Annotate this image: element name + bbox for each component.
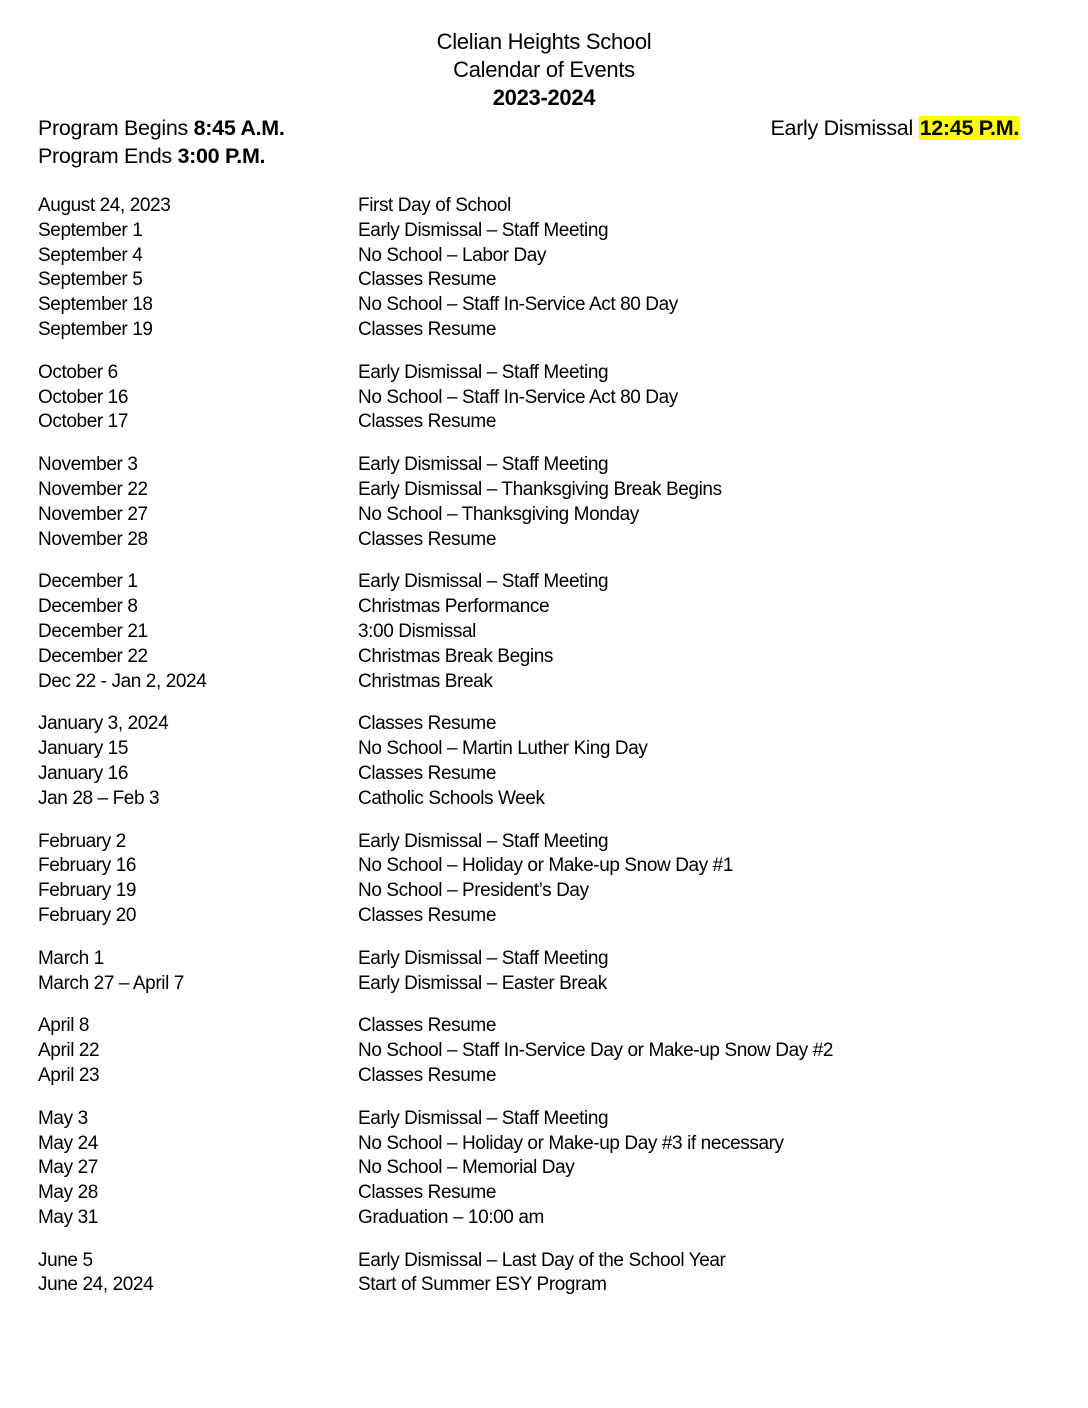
- event-date: Dec 22 - Jan 2, 2024: [38, 670, 207, 692]
- program-ends: [38, 142, 265, 170]
- events-list: [38, 194, 1038, 1316]
- event-row: [38, 219, 1038, 244]
- event-row: [38, 386, 1038, 411]
- month-group: [38, 570, 1038, 694]
- event-description: No School – Memorial Day: [358, 1157, 575, 1179]
- event-row: [38, 972, 1038, 997]
- event-description: Classes Resume: [358, 411, 497, 433]
- event-date: April 22: [38, 1040, 100, 1062]
- event-row: [38, 854, 1038, 879]
- event-date: April 8: [38, 1015, 90, 1037]
- event-row: [38, 645, 1038, 670]
- event-description: Early Dismissal – Staff Meeting: [358, 947, 609, 969]
- event-date: February 19: [38, 880, 137, 902]
- event-row: [38, 268, 1038, 293]
- event-description: Early Dismissal – Staff Meeting: [358, 454, 609, 476]
- event-row: [38, 410, 1038, 435]
- program-begins: [38, 114, 285, 142]
- event-date: November 28: [38, 528, 148, 550]
- event-date: Jan 28 – Feb 3: [38, 787, 160, 809]
- document-title: Calendar of Events: [453, 57, 635, 82]
- event-description: Early Dismissal – Last Day of the School Year: [358, 1249, 726, 1271]
- event-description: No School – Holiday or Make-up Day #3 if necessary: [358, 1132, 784, 1154]
- event-date: September 19: [38, 318, 153, 340]
- event-row: [38, 1014, 1038, 1039]
- event-description: Classes Resume: [358, 904, 497, 926]
- event-date: February 2: [38, 830, 126, 852]
- event-date: December 21: [38, 620, 148, 642]
- school-year: 2023-2024: [492, 85, 596, 110]
- event-description: No School – Labor Day: [358, 244, 547, 266]
- event-description: Start of Summer ESY Program: [358, 1274, 607, 1296]
- event-description: Classes Resume: [358, 713, 497, 735]
- event-date: October 16: [38, 386, 128, 408]
- event-description: Early Dismissal – Easter Break: [358, 972, 607, 994]
- event-date: June 24, 2024: [38, 1274, 154, 1296]
- event-description: Early Dismissal – Staff Meeting: [358, 571, 609, 593]
- program-begins-time: 8:45 A.M.: [193, 116, 285, 140]
- event-row: [38, 478, 1038, 503]
- event-description: No School – Holiday or Make-up Snow Day #1: [358, 855, 734, 877]
- event-description: Christmas Performance: [358, 596, 550, 618]
- event-description: Classes Resume: [358, 269, 497, 291]
- event-date: May 3: [38, 1107, 88, 1129]
- event-date: April 23: [38, 1064, 100, 1086]
- event-row: [38, 620, 1038, 645]
- event-row: [38, 879, 1038, 904]
- event-row: [38, 830, 1038, 855]
- event-row: [38, 712, 1038, 737]
- event-date: May 31: [38, 1206, 98, 1228]
- event-row: [38, 1039, 1038, 1064]
- event-description: Early Dismissal – Staff Meeting: [358, 830, 609, 852]
- event-date: September 1: [38, 219, 143, 241]
- event-row: [38, 947, 1038, 972]
- event-description: First Day of School: [358, 195, 511, 216]
- event-description: Early Dismissal – Staff Meeting: [358, 219, 609, 241]
- event-date: October 6: [38, 361, 118, 383]
- month-group: [38, 361, 1038, 435]
- event-row: [38, 1156, 1038, 1181]
- program-ends-label: Program Ends: [38, 144, 178, 168]
- early-dismissal-time: 12:45 P.M.: [919, 116, 1019, 140]
- event-row: [38, 595, 1038, 620]
- event-date: January 3, 2024: [38, 713, 169, 735]
- event-date: September 4: [38, 244, 143, 266]
- school-name: Clelian Heights School: [436, 29, 652, 54]
- event-row: [38, 244, 1038, 269]
- event-description: No School – Staff In-Service Act 80 Day: [358, 294, 678, 316]
- event-date: November 3: [38, 454, 138, 476]
- event-description: Classes Resume: [358, 528, 497, 550]
- event-row: [38, 1107, 1038, 1132]
- event-row: [38, 1273, 1038, 1298]
- event-date: September 5: [38, 269, 143, 291]
- event-row: [38, 570, 1038, 595]
- program-ends-time: 3:00 P.M.: [177, 144, 266, 168]
- early-dismissal-label: Early Dismissal: [770, 116, 919, 140]
- event-date: February 16: [38, 855, 137, 877]
- event-row: [38, 503, 1038, 528]
- event-description: Catholic Schools Week: [358, 787, 545, 809]
- event-date: November 27: [38, 503, 148, 525]
- event-date: August 24, 2023: [38, 195, 171, 216]
- event-date: June 5: [38, 1249, 93, 1271]
- event-date: January 16: [38, 762, 129, 784]
- month-group: [38, 712, 1038, 811]
- event-date: December 22: [38, 645, 148, 667]
- event-description: Graduation – 10:00 am: [358, 1206, 544, 1228]
- event-row: [38, 737, 1038, 762]
- event-row: [38, 361, 1038, 386]
- event-row: [38, 1206, 1038, 1231]
- event-description: Christmas Break: [358, 670, 493, 692]
- event-row: [38, 904, 1038, 929]
- event-description: No School – Staff In-Service Act 80 Day: [358, 386, 678, 408]
- event-date: January 15: [38, 738, 129, 760]
- event-date: October 17: [38, 411, 128, 433]
- month-group: [38, 947, 1038, 997]
- event-description: No School – Staff In-Service Day or Make-up Snow Day #2: [358, 1040, 834, 1062]
- event-date: September 18: [38, 294, 153, 316]
- event-date: February 20: [38, 904, 137, 926]
- event-description: Early Dismissal – Staff Meeting: [358, 361, 609, 383]
- event-row: [38, 453, 1038, 478]
- month-group: [38, 194, 1038, 343]
- event-row: [38, 1181, 1038, 1206]
- event-row: [38, 318, 1038, 343]
- event-description: Classes Resume: [358, 762, 497, 784]
- event-description: No School – Thanksgiving Monday: [358, 503, 639, 525]
- event-date: December 1: [38, 571, 138, 593]
- month-group: [38, 453, 1038, 552]
- event-row: [38, 1064, 1038, 1089]
- event-description: Classes Resume: [358, 318, 497, 340]
- event-description: No School – Martin Luther King Day: [358, 738, 648, 760]
- event-row: [38, 762, 1038, 787]
- event-date: March 27 – April 7: [38, 972, 184, 994]
- event-date: March 1: [38, 947, 104, 969]
- month-group: [38, 1107, 1038, 1231]
- event-row: [38, 1132, 1038, 1157]
- event-date: May 24: [38, 1132, 98, 1154]
- event-description: Classes Resume: [358, 1015, 497, 1037]
- event-date: May 27: [38, 1157, 98, 1179]
- event-date: November 22: [38, 478, 148, 500]
- event-date: December 8: [38, 596, 138, 618]
- event-description: Classes Resume: [358, 1064, 497, 1086]
- event-description: No School – President’s Day: [358, 880, 589, 902]
- event-row: [38, 670, 1038, 695]
- month-group: [38, 1014, 1038, 1088]
- event-description: Christmas Break Begins: [358, 645, 553, 667]
- event-description: Early Dismissal – Thanksgiving Break Begins: [358, 478, 722, 500]
- event-row: [38, 528, 1038, 553]
- event-row: [38, 293, 1038, 318]
- event-description: Early Dismissal – Staff Meeting: [358, 1107, 609, 1129]
- month-group: [38, 1249, 1038, 1299]
- month-group: [38, 830, 1038, 929]
- event-description: Classes Resume: [358, 1182, 497, 1204]
- program-begins-label: Program Begins: [38, 116, 194, 140]
- title-block: [0, 28, 1088, 112]
- event-row: [38, 194, 1038, 219]
- event-row: [38, 1249, 1038, 1274]
- event-description: 3:00 Dismissal: [358, 620, 476, 642]
- event-row: [38, 787, 1038, 812]
- early-dismissal: [771, 114, 1021, 142]
- event-date: May 28: [38, 1182, 98, 1204]
